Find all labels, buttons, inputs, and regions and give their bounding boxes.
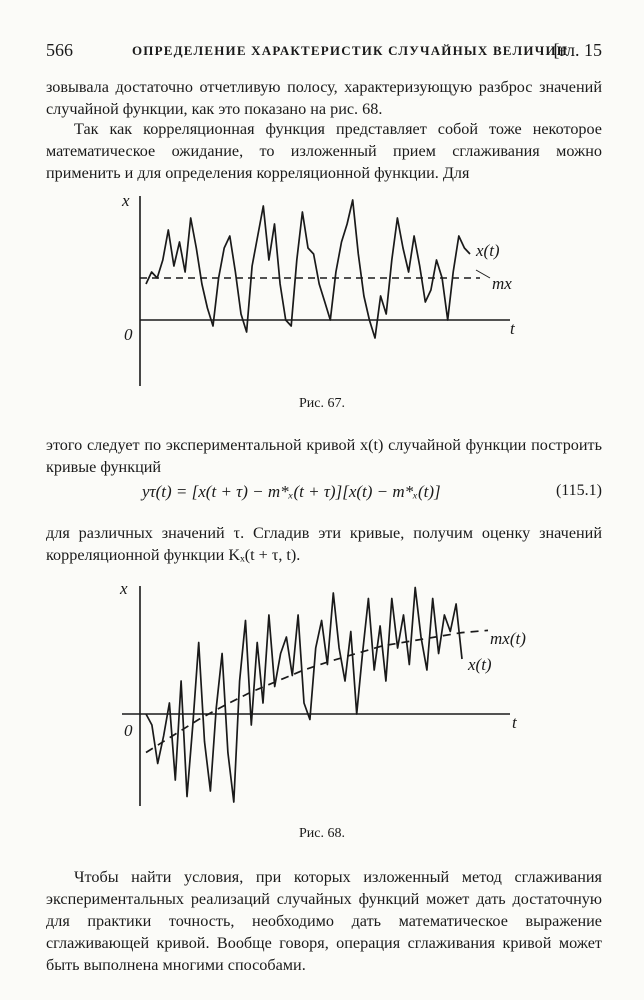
fig67-x-axis-label: t: [510, 319, 515, 338]
fig68-mean-curve: [146, 630, 488, 752]
fig67-curve-label: x(t): [476, 241, 500, 260]
fig67-curve: [146, 200, 470, 338]
fig67-y-axis-label: x: [122, 191, 130, 210]
paragraph-1: зовывала достаточно отчетливую полосу, характеризующую разброс значений случайной функции, как это показано на рис. 68.: [46, 78, 602, 118]
equation-number: (115.1): [555, 482, 602, 499]
figure-67-caption: Рис. 67.: [299, 396, 345, 411]
paragraph-3: этого следует по экспериментальной кривой x(t) случайной функции построить кривые функций: [46, 436, 602, 476]
figure-68-plot: [0, 578, 644, 808]
equation-body: yτ(t) = [x(t + τ) − m*ₓ(t + τ)][x(t) − m*ₓ(t)]: [142, 482, 441, 501]
paragraph-5: Чтобы найти условия, при которых изложенный метод сглаживания экспериментальных реализаций случайных функций может дать достаточную для практики точность, необходимо дать математическое выражение сглаживающей кривой. Вообще говоря, операция сглаживания кривой может быть выполнена многими способами.: [46, 868, 602, 974]
fig67-mean-label: mx: [492, 274, 512, 293]
fig68-x-axis-label: t: [512, 713, 517, 732]
running-title: ОПРЕДЕЛЕНИЕ ХАРАКТЕРИСТИК СЛУЧАЙНЫХ ВЕЛИЧИН: [132, 43, 569, 58]
figure-68-caption: Рис. 68.: [299, 826, 345, 841]
paragraph-4: для различных значений τ. Сгладив эти кривые, получим оценку значений корреляционной функции Kₓ(t + τ, t).: [46, 524, 602, 564]
fig68-y-axis-label: x: [120, 579, 128, 598]
figure-67-plot: [0, 190, 644, 390]
fig68-curve-label: x(t): [468, 655, 492, 674]
fig68-mean-label: mx(t): [490, 629, 526, 648]
chapter-label: [гл. 15: [553, 40, 602, 60]
running-header: [46, 40, 602, 64]
fig67-origin-label: 0: [124, 325, 133, 344]
paragraph-2: Так как корреляционная функция представляет собой тоже некоторое математическое ожидание, то изложенный прием сглаживания можно применить и для определения корреляционной функции. Для: [46, 120, 602, 182]
fig68-origin-label: 0: [124, 721, 133, 740]
fig68-curve: [146, 588, 462, 803]
page-number: 566: [46, 40, 73, 60]
